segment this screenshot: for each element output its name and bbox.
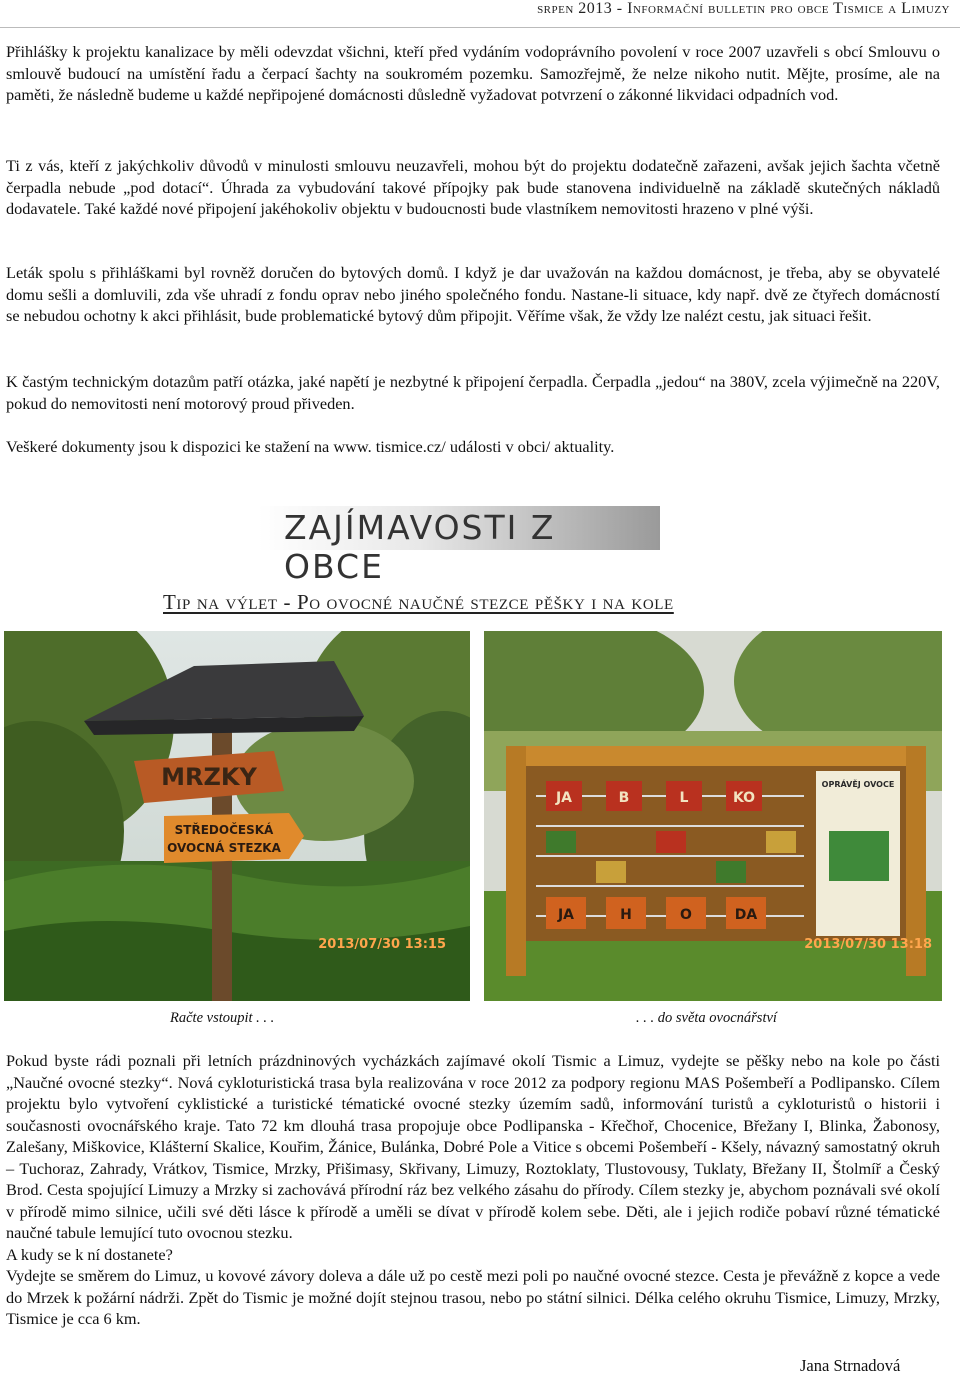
paragraph-applications: Přihlášky k projektu kanalizace by měli odevzdat všichni, kteří před vydáním vodoprávního povolení v roce 2007 uzavřeli s obcí Smlouvu o smlouvě budoucí na umístění řadu a čerpací šachty na soukromém pozemku. Samozřejmě, že nelze nikoho nutit. Mějte, prosíme, ale na paměti, že následně budeme u každé nepřipojené domácnosti důsledně vyžadovat potvrzení o zákonné likvidaci odpadních vod. — [6, 42, 940, 104]
article-paragraph-intro: Pokud byste rádi poznali při letních prázdninových vycházkách zajímavé okolí Tismic a Limuz, vydejte se pěšky nebo na kole po části „Naučné ovocné stezky“. Nová cykloturistická trasa byla realizována v roce 2012 za podpory regionu MAS Pošembeří a Podlipansko. Cílem projektu bylo vytvoření cyklistické a turistické tématické ovocné stezky územím sadů, informování turistů a cykloturistů o historii i současnosti ovocnářského kraje. Tato 72 km dlouhá trasa propojuje obce Podlipanska - Křečhoř, Chocenice, Břežany I, Blinka, Žabonosy, Zalešany, Miškovice, Klášterní Skalice, Kouřim, Žánice, Bulánka, Dobré Pole a Vitice s obcemi Pošembeří - Kšely, návazný samostatný okruh – Tuchoraz, Zahrady, Vrátkov, Tismice, Mrzky, Přišimasy, Skřivany, Limuzy, Roztoklaty, Tlustovousy, Tuklaty, Břežany II, Štolmíř a Český Brod. Cesta spojující Limuzy a Mrzky si zachovává přírodní ráz bez velkého zásahu do přírody. Cílem stezky je, abychom poznávali své okolí v přírodě mimo silnice, učili své děti lásce k přírodě a uměli se dívat v přírodě kolem sebe. Děti, ale i jejich rodiče pobaví různé tématické naučné tabule lemující tuto ovocnou stezku. — [6, 1051, 940, 1242]
header-rule — [0, 27, 960, 28]
article-question: A kudy se k ní dostanete? — [6, 1244, 173, 1264]
board-bottom-letter-3: O — [680, 907, 692, 923]
fruit-board-illustration — [484, 631, 942, 1001]
board-top-letter-1: JA — [555, 790, 573, 806]
article-author: Jana Strnadová — [800, 1356, 901, 1375]
section-banner — [258, 506, 660, 586]
board-top-letter-4: KO — [732, 790, 756, 806]
board-bottom-letter-4: DA — [734, 907, 758, 923]
board-top-letter-2: B — [618, 790, 630, 806]
caption-left: Račte vstoupit . . . — [170, 1010, 275, 1026]
board-title: OPRÁVĚJ OVOCE — [821, 780, 895, 789]
sign-arrow-line1: STŘEDOČESKÁ — [174, 823, 274, 837]
paragraph-late-signup: Ti z vás, kteří z jakýchkoliv důvodů v minulosti smlouvu neuzavřeli, mohou být do projektu dodatečně zařazeni, avšak jejich šachta včetně čerpadla nebude „pod dotací“. Úhrada za vybudování takové přípojky pak bude stanovena individuelně na základě skutečných nákladů dodavatele. Také každé nové připojení jakéhokoliv objektu v budoucnosti bude vlastníkem nemovitosti hrazeno v plné výši. — [6, 156, 940, 218]
photo-right-timestamp: 2013/07/30 13:18 — [804, 937, 932, 952]
photo-left-timestamp: 2013/07/30 13:15 — [318, 937, 446, 952]
section-title: ZAJÍMAVOSTI Z OBCE — [284, 508, 556, 586]
section-subtitle: Tip na výlet - Po ovocné naučné stezce pěšky i na kole — [163, 590, 674, 614]
article-paragraph-directions: Vydejte se směrem do Limuz, u kovové závory doleva a dále už po cestě mezi poli po naučné ovocné stezce. Cesta je převážně z kopce a vede do Mrzek k požární nádrži. Zpět do Tismic je možné dojít stejnou trasou, nebo po státní silnici. Délka celého okruhu Tismice, Limuzy, Mrzky, Tismice je cca 6 km. — [6, 1266, 940, 1328]
paragraph-voltage: K častým technickým dotazům patří otázka, jaké napětí je nezbytné k připojení čerpadla. Čerpadla „jedou“ na 380V, zcela výjimečně na 220V, pokud do nemovitosti není motorový proud přiveden. — [6, 372, 940, 413]
signpost-illustration — [4, 631, 470, 1001]
caption-right: . . . do světa ovocnářství — [636, 1010, 777, 1026]
board-top-letter-3: L — [679, 790, 689, 806]
article-trail — [6, 1050, 940, 1330]
bulletin-header: srpen 2013 - Informační bulletin pro obce Tismice a Limuzy — [537, 0, 950, 17]
board-bottom-letter-2: H — [620, 907, 632, 923]
paragraph-documents: Veškeré dokumenty jsou k dispozici ke stažení na www. tismice.cz/ události v obci/ aktuality. — [6, 437, 615, 456]
paragraph-apartment-buildings: Leták spolu s přihláškami byl rovněž doručen do bytových domů. I když je dar uvažován na každou domácnost, je třeba, aby se obyvatelé domu sešli a domluvili, zda vše uhradí z fondu oprav nebo jiného společného fondu. Nastane-li situace, kdy např. dvě ze čtyřech domácností se nebudou ochotny k akci přihlásit, bude problematické bytový dům připojit. Věříme však, že vždy lze nalézt cestu, jak situaci řešit. — [6, 263, 940, 325]
photo-fruit-board — [484, 631, 942, 1001]
board-bottom-letter-1: JA — [557, 907, 575, 923]
sign-top-text: MRZKY — [161, 763, 257, 791]
photo-signpost — [4, 631, 470, 1001]
sign-arrow-line2: OVOCNÁ STEZKA — [167, 841, 281, 855]
